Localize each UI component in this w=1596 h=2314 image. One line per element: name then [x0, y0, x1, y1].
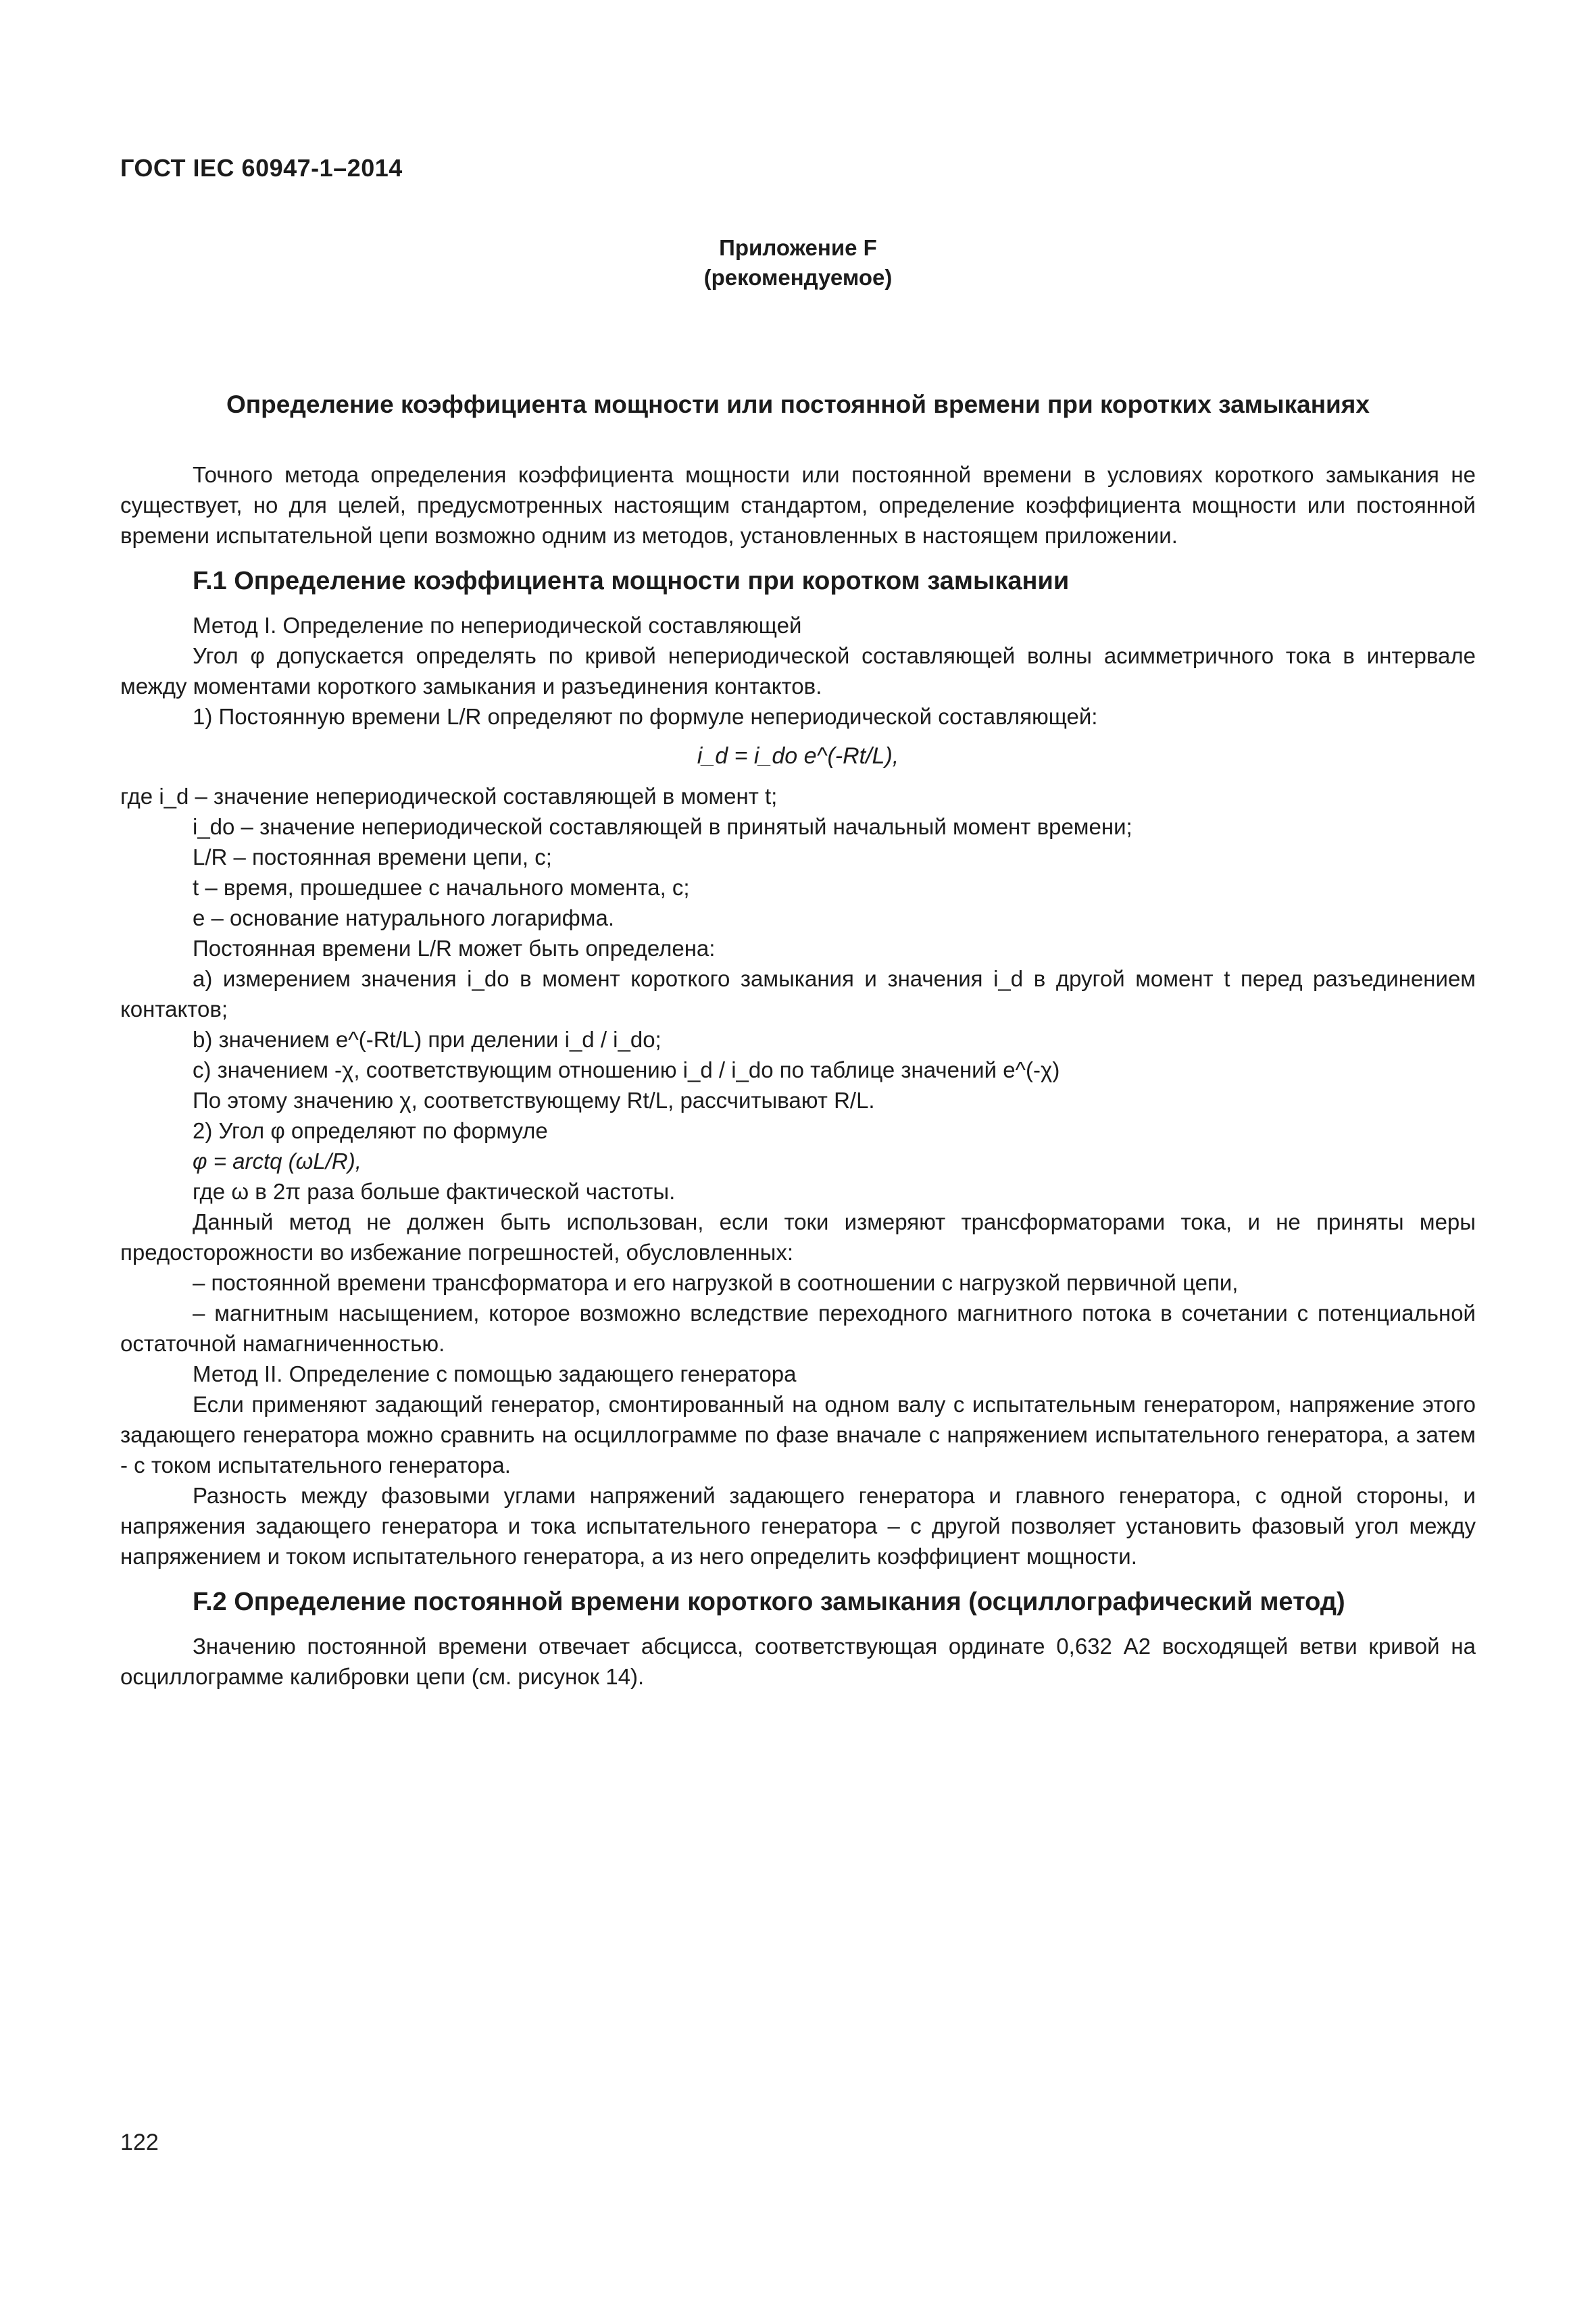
- chi-paragraph: По этому значению χ, соответствующему Rt/L, рассчитывают R/L.: [193, 1088, 875, 1113]
- definition-e: e – основание натурального логарифма.: [193, 905, 614, 930]
- dash-item-saturation: – магнитным насыщением, которое возможно вследствие переходного магнитного потока в сочетании с потенциальной остаточной намагниченностью.: [120, 1301, 1476, 1356]
- definition-lr: L/R – постоянная времени цепи, с;: [193, 845, 552, 870]
- method2-heading: Метод II. Определение с помощью задающего генератора: [193, 1361, 797, 1386]
- step2-paragraph: 2) Угол φ определяют по формуле: [193, 1118, 548, 1143]
- angle-paragraph: Угол φ допускается определять по кривой непериодической составляющей волны асимметричного тока в интервале между моментами короткого замыкания и разъединения контактов.: [120, 643, 1476, 699]
- limitation-paragraph: Данный метод не должен быть использован, если токи измеряют трансформаторами тока, и не приняты меры предосторожности во избежание погрешностей, обусловленных:: [120, 1209, 1476, 1265]
- list-item-c: c) значением -χ, соответствующим отношению i_d / i_do по таблице значений e^(-χ): [193, 1057, 1060, 1082]
- method1-heading: Метод I. Определение по непериодической составляющей: [193, 613, 802, 638]
- f2-paragraph: Значению постоянной времени отвечает абсцисса, соответствующая ординате 0,632 A2 восходящей ветви кривой на осциллограмме калибровки цепи (см. рисунок 14).: [120, 1634, 1476, 1689]
- definition-t: t – время, прошедшее с начального момента, с;: [193, 875, 690, 900]
- list-item-b: b) значением e^(-Rt/L) при делении i_d / i_do;: [193, 1027, 662, 1052]
- list-item-a: a) измерением значения i_do в момент короткого замыкания и значения i_d в другой момент t перед разъединением контактов;: [120, 966, 1476, 1022]
- section-f1-heading: F.1 Определение коэффициента мощности при коротком замыкании: [193, 567, 1070, 595]
- page-number: 122: [120, 2130, 159, 2155]
- annex-status: (рекомендуемое): [703, 265, 893, 290]
- document-id: ГОСТ IEC 60947-1–2014: [120, 154, 403, 182]
- lr-paragraph: Постоянная времени L/R может быть определена:: [193, 936, 716, 961]
- definition-ido: i_do – значение непериодической составляющей в принятый начальный момент времени;: [193, 814, 1132, 839]
- document-body: [120, 459, 1476, 1692]
- where-line: где i_d – значение непериодической составляющей в момент t;: [120, 784, 778, 809]
- step1-paragraph: 1) Постоянную времени L/R определяют по формуле непериодической составляющей:: [193, 704, 1098, 729]
- omega-paragraph: где ω в 2π раза больше фактической частоты.: [193, 1179, 676, 1204]
- generator-paragraph: Если применяют задающий генератор, смонтированный на одном валу с испытательным генератором, напряжение этого задающего генератора можно сравнить на осциллограмме по фазе вначале с напряжением испытательного генератора, а затем - с током испытательного генератора.: [120, 1392, 1476, 1478]
- section-f2-heading: F.2 Определение постоянной времени короткого замыкания (осциллографический метод): [193, 1588, 1345, 1616]
- annex-label: Приложение F: [719, 235, 877, 260]
- formula-arctq: φ = arctq (ωL/R),: [193, 1149, 361, 1174]
- intro-paragraph: Точного метода определения коэффициента мощности или постоянной времени в условиях короткого замыкания не существует, но для целей, предусмотренных настоящим стандартом, определение коэффициента мощности или постоянной времени испытательной цепи возможно одним из методов, установленных в настоящем приложении.: [120, 462, 1476, 548]
- phase-difference-paragraph: Разность между фазовыми углами напряжений задающего генератора и главного генератора, с одной стороны, и напряжения задающего генератора и тока испытательного генератора – с другой позволяет установить фазовый угол между напряжением и током испытательного генератора, а из него определить коэффициент мощности.: [120, 1483, 1476, 1569]
- formula-exponential: i_d = i_do e^(-Rt/L),: [697, 743, 899, 769]
- dash-item-transformer: – постоянной времени трансформатора и его нагрузкой в соотношении с нагрузкой первичной цепи,: [193, 1270, 1239, 1295]
- annex-title: Определение коэффициента мощности или постоянной времени при коротких замыканиях: [226, 391, 1370, 418]
